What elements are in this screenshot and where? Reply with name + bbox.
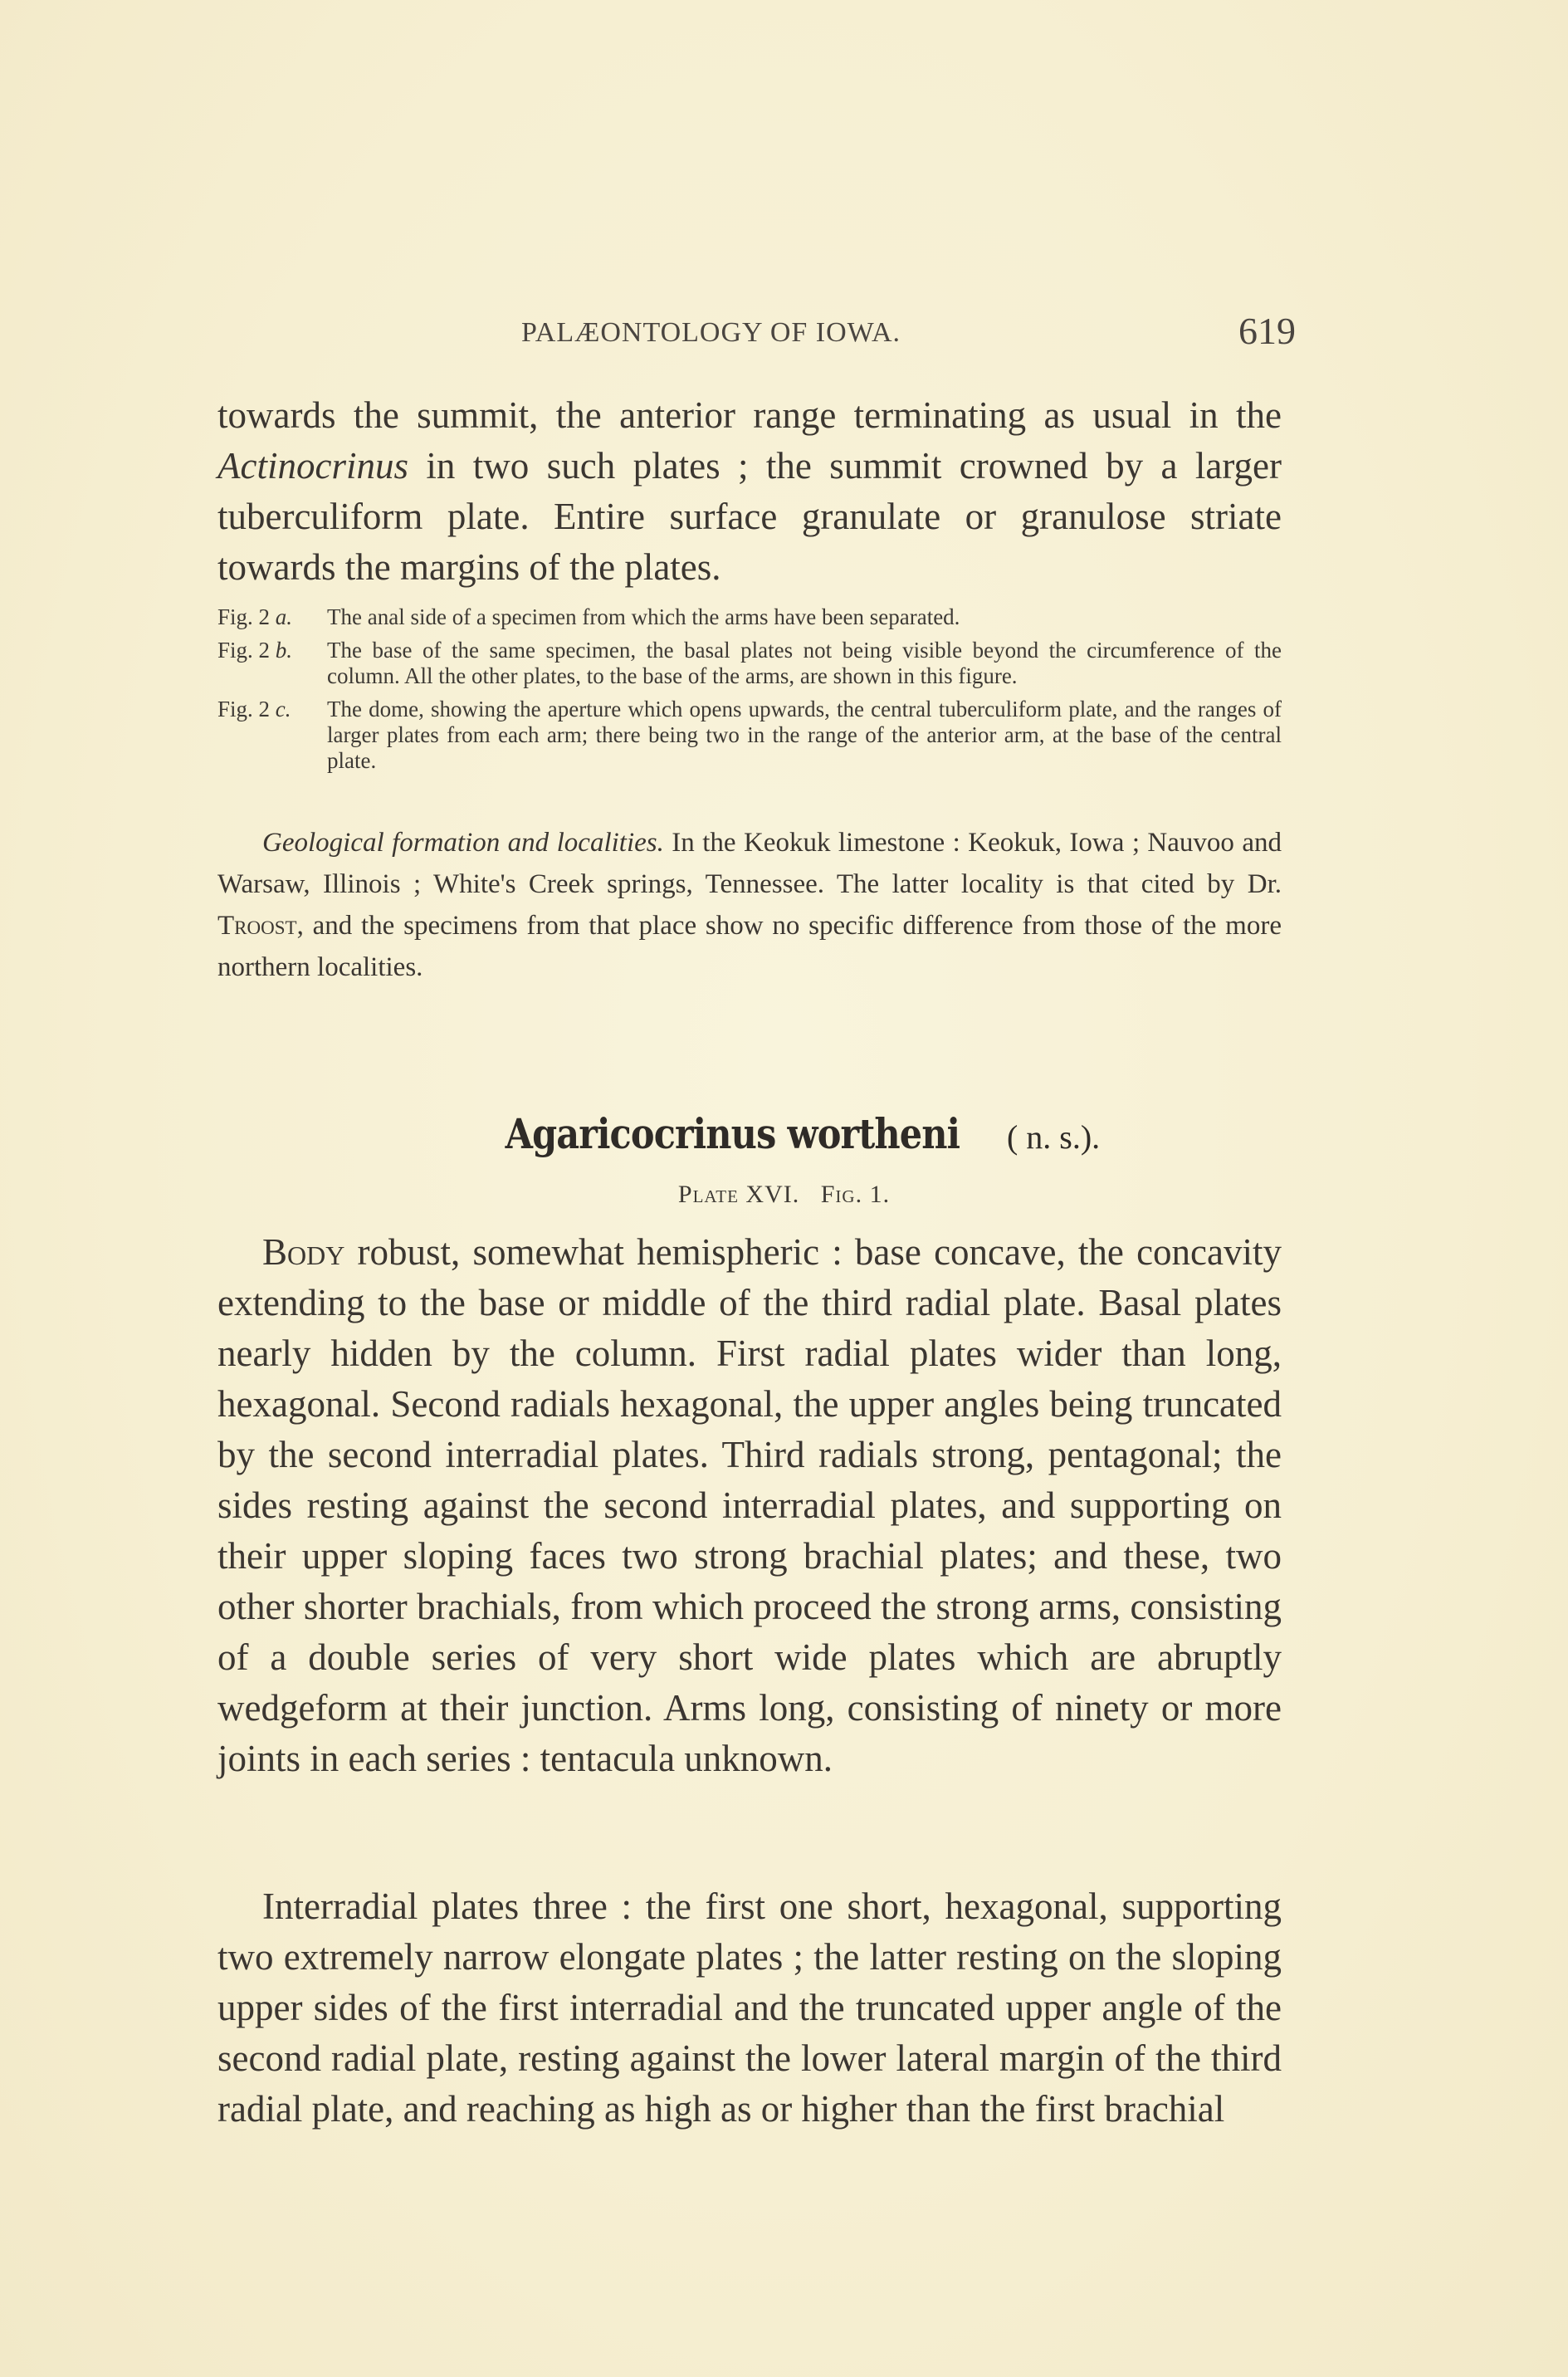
description-text-2: Interradial plates three : the first one short, hexagonal, supporting two extremely narrow elongate plates ; the latter resting on the sloping upper sides of the first interradial and the truncated upper angle of the second radial plate, resting against the lower lateral margin of the third radial plate, and reaching as high as or higher than the first brachial (217, 1885, 1282, 2130)
figure-caption-text: The anal side of a specimen from which the arms have been separated. (327, 604, 960, 629)
figure-label: Fig. 2 a. (217, 604, 293, 629)
geology-heading: Geological formation and localities. (262, 828, 664, 858)
running-title: PALÆONTOLOGY OF IOWA. (521, 317, 901, 348)
description-paragraph-1 (217, 1227, 1282, 1784)
continuation-text-1: towards the summit, the anterior range terminating as usual in the (217, 394, 1282, 436)
geology-text-2: , and the specimens from that place show no specific difference from those of the more northern localities. (217, 911, 1282, 982)
genus-name: Actinocrinus (217, 445, 408, 487)
figure-caption (217, 604, 1282, 630)
continuation-text-2: in two such plates ; the summit crowned by a larger tuberculiform plate. Entire surface granulate or granulose striate towards the margins of the plates. (217, 445, 1282, 588)
plate-reference (0, 1181, 1568, 1209)
figure-captions (217, 604, 1282, 781)
description-lead: Body (262, 1231, 345, 1273)
fig-label: Fig. (820, 1181, 863, 1208)
figure-caption-text: The base of the same specimen, the basal plates not being visible beyond the circumference of the column. All the other plates, to the base of the arms, are shown in this figure. (327, 638, 1282, 688)
figure-caption-text: The dome, showing the aperture which opens upwards, the central tuberculiform plate, and the ranges of larger plates from each arm; there being two in the range of the anterior arm, at the base of the central plate. (327, 697, 1282, 773)
geology-text-1: In the Keokuk limestone : Keokuk, Iowa ; Nauvoo and Warsaw, Illinois ; White's Creek springs, Tennessee. The latter locality is that cited by Dr. (217, 828, 1282, 899)
plate-label: Plate (677, 1181, 739, 1208)
geology-paragraph (217, 822, 1282, 988)
figure-label: Fig. 2 b. (217, 638, 293, 663)
figure-label: Fig. 2 c. (217, 697, 291, 721)
fig-number: 1. (869, 1181, 891, 1208)
species-heading (0, 1109, 1568, 1158)
species-name: Agaricocrinus wortheni (505, 1109, 960, 1158)
author-name: Troost (217, 911, 297, 941)
description-text-1: robust, somewhat hemispheric : base concave, the concavity extending to the base or middle of the third radial plate. Basal plates nearly hidden by the column. First radial plates wider than long, hexagonal. Second radials hexagonal, the upper angles being truncated by the second interradial plates. Third radials strong, pentagonal; the sides resting against the second interradial plates, and supporting on their upper sloping faces two strong brachial plates; and these, two other shorter brachials, from which proceed the strong arms, consisting of a double series of very short wide plates which are abruptly wedgeform at their junction. Arms long, consisting of ninety or more joints in each series : tentacula unknown. (217, 1231, 1282, 1779)
description-paragraph-2 (217, 1881, 1282, 2135)
plate-number: XVI. (745, 1181, 800, 1208)
continuation-paragraph (217, 390, 1282, 593)
figure-caption (217, 638, 1282, 689)
species-status: ( n. s.). (1006, 1118, 1101, 1156)
page-number: 619 (1238, 310, 1296, 352)
figure-caption (217, 697, 1282, 774)
